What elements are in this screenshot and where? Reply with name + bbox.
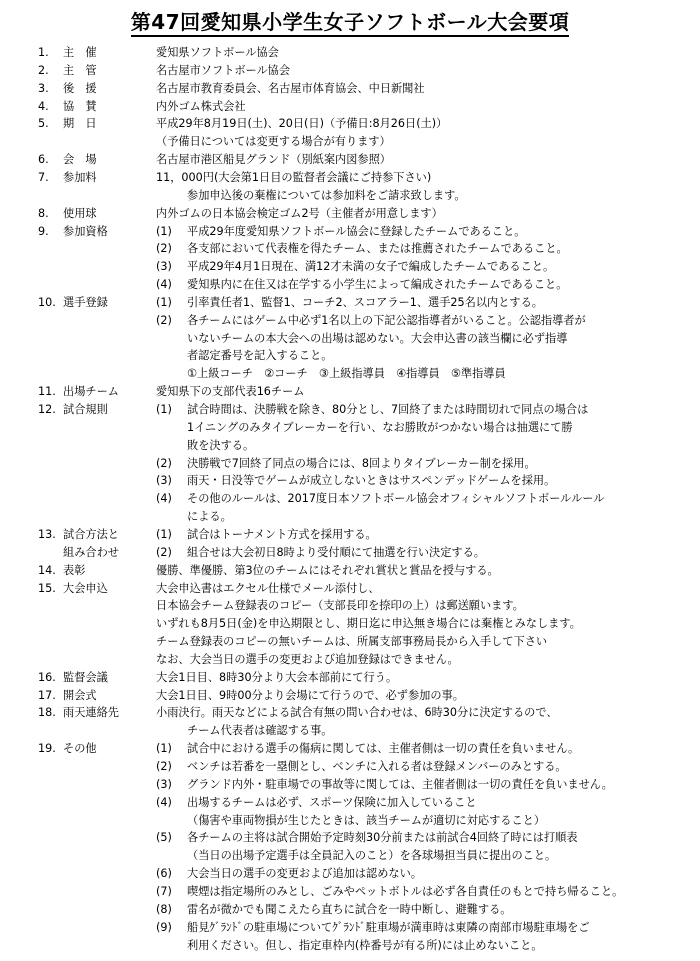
subitem-number: (4) [156, 795, 172, 809]
subitem-number: (2) [156, 545, 172, 559]
item-text: 愛知県下の支部代表16チーム [156, 385, 305, 399]
subitem-text: 敗を決する。 [187, 438, 255, 452]
subitem-number: (9) [156, 920, 172, 934]
subitem-number: (1) [156, 527, 172, 541]
item-label: 試合規則 [63, 403, 108, 416]
item-number: 18. [38, 706, 56, 720]
subitem-text: いないチームの本大会への出場は認めない。大会申込書の該当欄に必ず指導 [187, 331, 568, 345]
subitem-number: (3) [156, 260, 172, 274]
item-text: 優勝、準優勝、第3位のチームにはそれぞれ賞状と賞品を授与する。 [156, 563, 499, 577]
item-text: 大会申込書はエクセル仕様でメール添付し、 [156, 581, 380, 595]
item-number: 2. [38, 63, 49, 77]
item-number: 17. [38, 688, 56, 702]
subitem-text: 引率責任者1、監督1、コーチ2、スコアラー1、選手25名以内とする。 [187, 295, 543, 309]
subitem-number: (4) [156, 278, 172, 292]
item-label: 雨天連絡先 [63, 706, 119, 720]
item-number: 9. [38, 224, 49, 238]
item-number: 11. [38, 385, 56, 399]
subitem-number: (1) [156, 403, 172, 416]
item-number: 15. [38, 581, 56, 595]
subitem-number: (2) [156, 313, 172, 327]
item-number: 19. [38, 742, 56, 756]
page-title: 第47回愛知県小学生女子ソフトボール大会要項 [0, 6, 700, 35]
item-text: 参加申込後の棄権については参加料をご請求致します。 [187, 188, 466, 202]
subitem-number: (1) [156, 224, 172, 238]
item-text: 大会1日目、8時30分より大会本部前にて行う。 [156, 670, 398, 684]
subitem-text: 船見ｸﾞﾗﾝﾄﾞの駐車場についてｸﾞﾗﾝﾄﾞ駐車場が満車時は東隣の南部市場駐車場をご [187, 920, 590, 934]
subitem-text: グランド内外・駐車場での事故等に関しては、主催者側は一切の責任を負いません。 [187, 777, 613, 791]
item-number: 16. [38, 670, 56, 684]
subitem-text: 平成29年度愛知県ソフトボール協会に登録したチームであること。 [187, 224, 526, 238]
item-number: 6. [38, 153, 49, 167]
subitem-text: ベンチは若番を一塁側とし、ベンチに入れる者は登録メンバーのみとする。 [187, 760, 567, 773]
subitem-text: 者認定番号を記入すること。 [187, 349, 333, 363]
subitem-number: (4) [156, 492, 172, 506]
item-label: 試合方法と [63, 527, 119, 541]
subitem-text: 組合せは大会初日8時より受付順にて抽選を行い決定する。 [187, 545, 485, 559]
subitem-text: による。 [187, 510, 232, 524]
subitem-text: 雨天・日没等でゲームが成立しないときはサスペンデッドゲームを採用。 [187, 474, 556, 488]
item-text: 日本協会チーム登録表のコピー（支部長印を捺印の上）は郵送願います。 [156, 599, 524, 613]
subitem-number: (1) [156, 295, 172, 309]
item-label: その他 [63, 742, 97, 756]
item-label: 参加資格 [63, 224, 108, 238]
item-text: 小雨決行。雨天などによる試合有無の問い合わせは、6時30分に決定するので、 [156, 706, 558, 720]
item-text: 大会1日目、9時00分より会場にて行うので、必ず参加の事。 [156, 688, 464, 702]
item-number: 4. [38, 99, 49, 113]
item-label: 主 管 [63, 63, 97, 77]
item-number: 3. [38, 81, 49, 95]
item-text: 平成29年8月19日(土)、20日(日)（予備日:8月26日(土)） [156, 117, 448, 131]
subitem-text: ①上級コーチ ②コーチ ③上級指導員 ④指導員 ⑤準指導員 [187, 367, 506, 381]
subitem-text: 各チームにはゲーム中必ず1名以上の下記公認指導者がいること。公認指導者が [187, 313, 586, 327]
subitem-text: 利用ください。但し、指定車枠内(枠番号が有る所)には止めないこと。 [187, 938, 543, 952]
item-label: 開会式 [63, 688, 97, 702]
subitem-text: 大会当日の選手の変更および追加は認めない。 [187, 867, 422, 881]
item-number: 14. [38, 563, 56, 577]
subitem-text: 試合時間は、決勝戦を除き、80分とし、7回終了または時間切れで同点の場合は [187, 403, 589, 416]
item-text: チーム代表者は確認する事。 [187, 724, 333, 738]
item-text: なお、大会当日の選手の変更および追加登録はできません。 [156, 652, 459, 666]
subitem-text: 愛知県内に在住又は在学する小学生によって編成されたチームであること。 [187, 278, 568, 292]
subitem-text: 喫煙は指定場所のみとし、ごみやペットボトルは必ず各自責任のもとで持ち帰ること。 [187, 884, 624, 898]
item-label: 後 援 [63, 81, 97, 95]
item-text: 内外ゴムの日本協会検定ゴム2号（主催者が用意します） [156, 206, 443, 220]
item-text: 愛知県ソフトボール協会 [156, 46, 279, 59]
subitem-text: その他のルールは、2017度日本ソフトボール協会オフィシャルソフトボールルール [187, 492, 605, 506]
item-label: 出場チーム [63, 385, 119, 399]
item-label: 主 催 [63, 46, 97, 59]
item-label: 使用球 [63, 206, 97, 220]
subitem-number: (5) [156, 831, 172, 845]
item-label: 大会申込 [63, 581, 108, 595]
subitem-number: (3) [156, 474, 172, 488]
item-text: 名古屋市港区船見グランド（別紙案内図参照） [156, 153, 391, 167]
item-text: 名古屋市教育委員会、名古屋市体育協会、中日新聞社 [156, 81, 425, 95]
subitem-text: （当日の出場予定選手は全員記入のこと）を各球場担当員に提出のこと。 [187, 849, 557, 863]
subitem-text: 平成29年4月1日現在、満12才未満の女子で編成したチームであること。 [187, 260, 555, 274]
item-text: チーム登録表のコピーの無いチームは、所属支部事務局長から入手して下さい [156, 635, 548, 649]
subitem-number: (2) [156, 242, 172, 256]
item-number: 10. [38, 295, 56, 309]
item-number: 8. [38, 206, 49, 220]
subitem-text: 決勝戦で7回終了同点の場合には、8回よりタイブレーカー制を採用。 [187, 456, 536, 470]
subitem-text: （傷害や車両物損が生じたときは、該当チームが適切に対応すること） [187, 813, 546, 827]
item-number: 1. [38, 46, 49, 59]
item-text: 名古屋市ソフトボール協会 [156, 63, 291, 77]
item-text: 内外ゴム株式会社 [156, 99, 246, 113]
subitem-text: 試合はトーナメント方式を採用する。 [187, 527, 377, 541]
subitem-text: 各支部において代表権を得たチーム、または推薦されたチームであること。 [187, 242, 568, 256]
item-number: 13. [38, 527, 56, 541]
item-label: 会 場 [63, 153, 97, 167]
item-label: 期 日 [63, 117, 97, 131]
subitem-number: (3) [156, 777, 172, 791]
item-label: 参加料 [63, 170, 97, 184]
item-text: 11，000円(大会第1日目の監督者会議にご持参下さい) [156, 170, 432, 184]
item-label: 選手登録 [63, 295, 108, 309]
item-text: いずれも8月5日(金)を申込期限とし、期日迄に申込無き場合には棄権とみなします。 [156, 617, 581, 631]
subitem-number: (2) [156, 456, 172, 470]
subitem-text: 各チームの主将は試合開始予定時刻30分前または前試合4回終了時には打順表 [187, 831, 578, 845]
subitem-number: (8) [156, 902, 172, 916]
item-number: 12. [38, 403, 56, 416]
item-number: 5. [38, 117, 49, 131]
item-label: 組み合わせ [63, 545, 119, 559]
item-text: （予備日については変更する場合が有ります） [156, 135, 391, 149]
item-label: 表彰 [63, 563, 86, 577]
subitem-number: (2) [156, 760, 172, 773]
item-label: 協 賛 [63, 99, 97, 113]
subitem-number: (6) [156, 867, 172, 881]
subitem-text: 1イニングのみタイブレーカーを行い、なお勝敗がつかない場合は抽選にて勝 [187, 420, 573, 434]
subitem-text: 試合中における選手の傷病に関しては、主催者側は一切の責任を負いません。 [187, 742, 580, 756]
subitem-number: (7) [156, 884, 172, 898]
item-label: 監督会議 [63, 670, 108, 684]
subitem-text: 雷名が微かでも聞こえたら直ちに試合を一時中断し、避難する。 [187, 902, 512, 916]
subitem-text: 出場するチームは必ず、スポーツ保険に加入していること [187, 795, 477, 809]
subitem-number: (1) [156, 742, 172, 756]
item-number: 7. [38, 170, 49, 184]
